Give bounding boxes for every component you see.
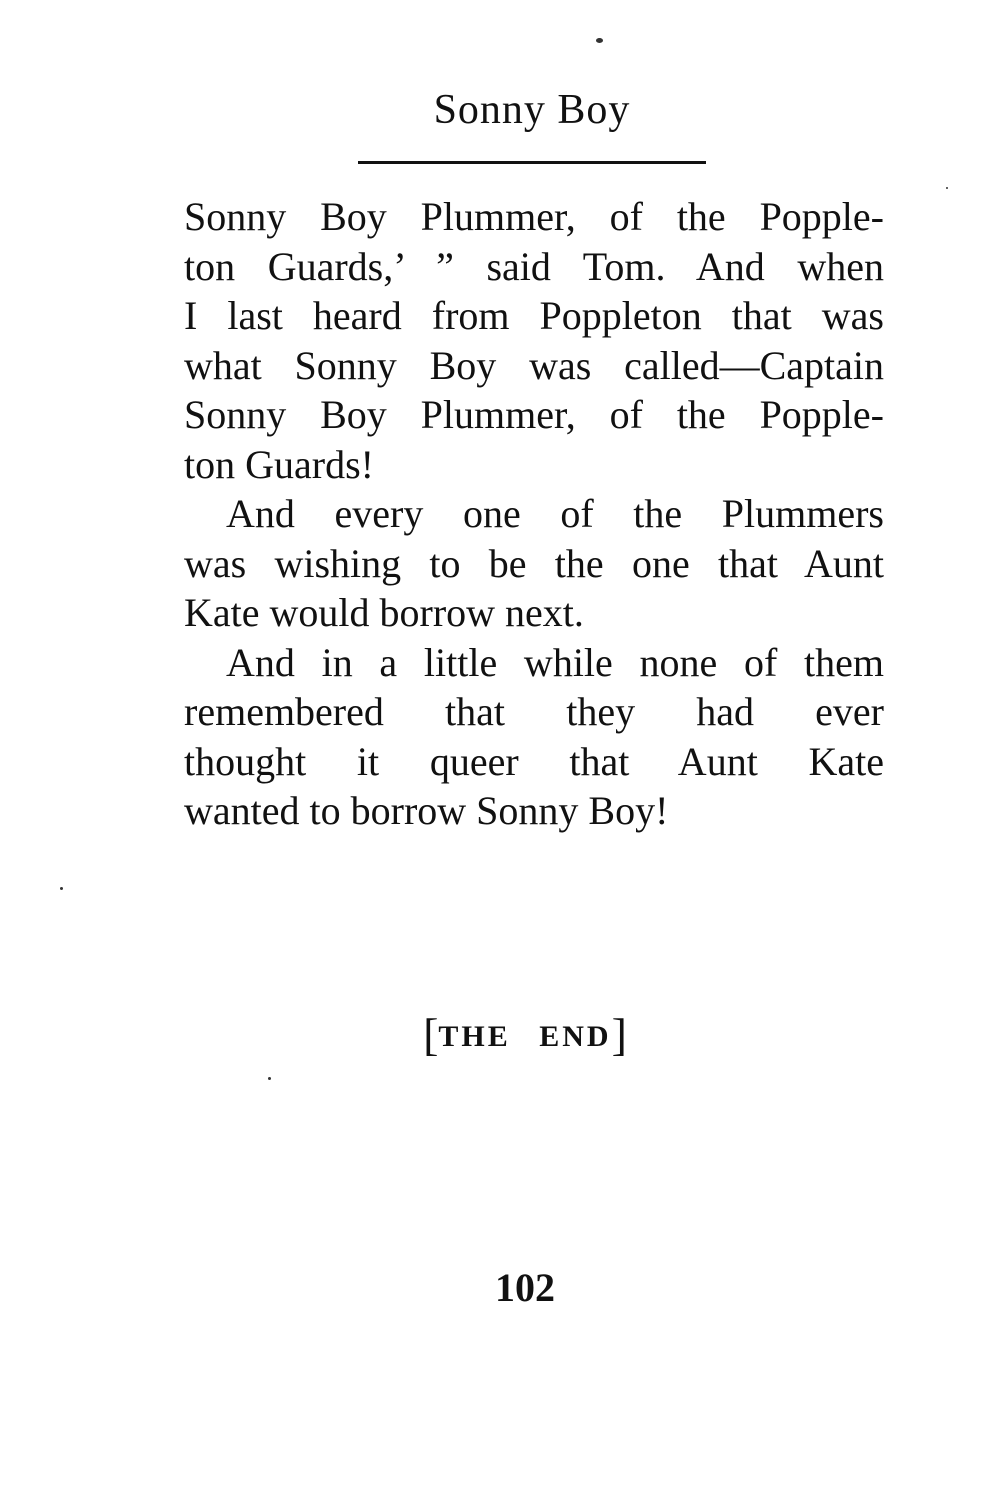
body-text — [184, 192, 884, 836]
text-line: what Sonny Boy was called—Captain — [184, 342, 884, 388]
text-line: I last heard from Poppleton that was — [184, 293, 884, 338]
the-end-text: THE END — [438, 1020, 612, 1053]
text-line: Sonny Boy Plummer, of the Popple- — [184, 194, 884, 239]
paragraph — [184, 489, 884, 638]
close-bracket: ] — [611, 1009, 627, 1060]
open-bracket: [ — [423, 1009, 439, 1060]
paragraph — [184, 192, 884, 489]
text-line: And in a little while none of them — [226, 639, 884, 685]
text-line: ton Guards! — [184, 441, 374, 487]
the-end-mark — [0, 1008, 1000, 1061]
text-line: ton Guards,’ ” said Tom. And when — [184, 243, 884, 289]
text-line: remembered that they had ever — [184, 689, 884, 734]
ink-speck — [60, 887, 63, 890]
text-line: And every one of the Plummers — [226, 491, 884, 536]
head-rule — [358, 161, 706, 164]
text-line: was wishing to be the one that Aunt — [184, 540, 884, 586]
text-line: wanted to borrow Sonny Boy! — [184, 788, 669, 833]
ink-speck — [946, 187, 948, 189]
running-head: Sonny Boy — [433, 87, 631, 133]
paragraph — [184, 638, 884, 836]
text-line: Kate would borrow next. — [184, 590, 584, 635]
ink-speck — [596, 38, 603, 43]
ink-speck — [268, 1077, 271, 1080]
text-line: thought it queer that Aunt Kate — [184, 738, 884, 784]
page-number: 102 — [495, 1265, 555, 1310]
text-line: Sonny Boy Plummer, of the Popple- — [184, 392, 884, 437]
